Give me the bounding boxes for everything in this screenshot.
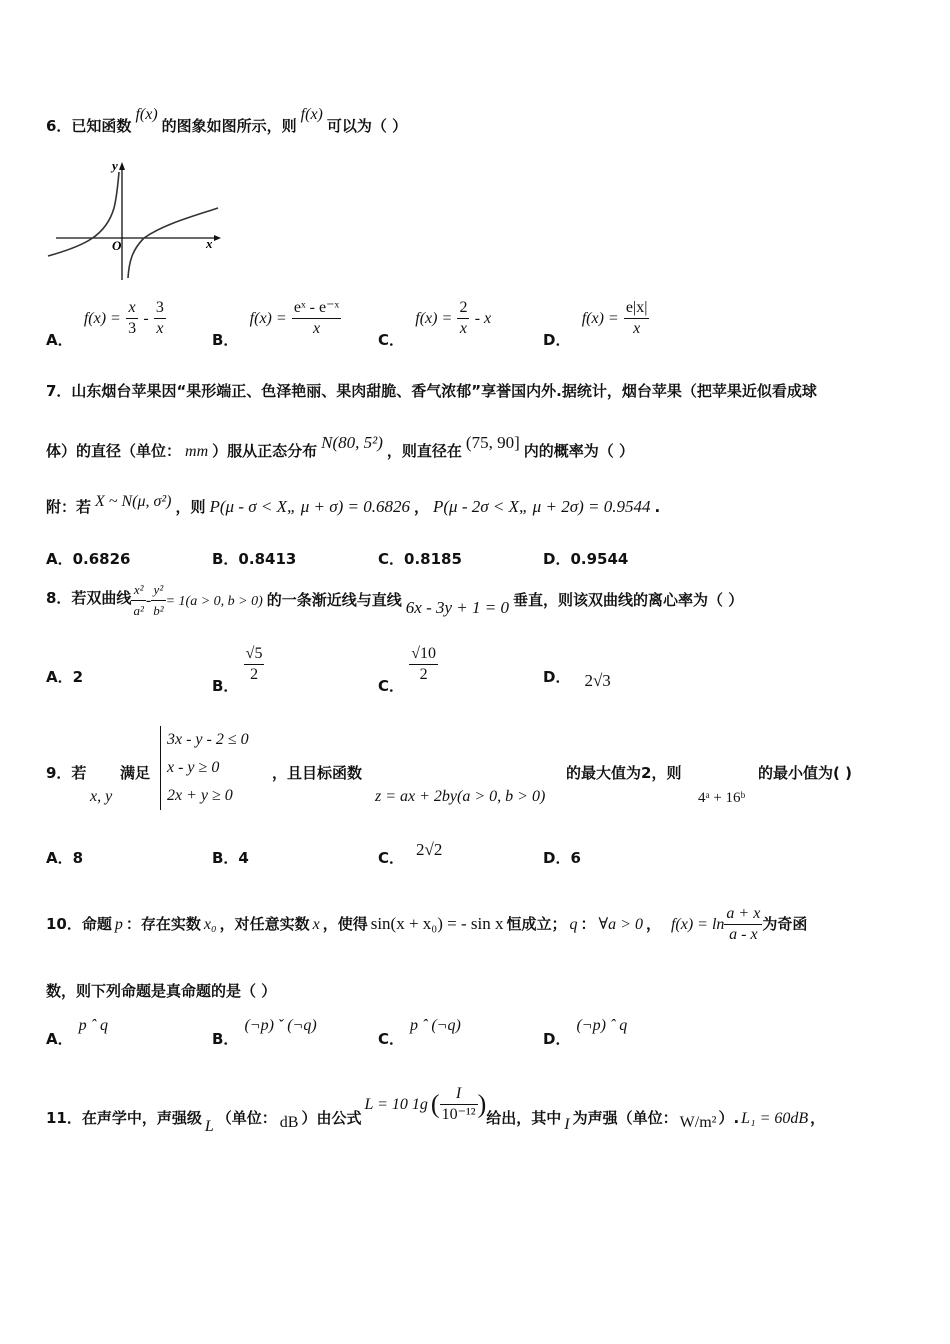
q10-line2: 数，则下列命题是真命题的是（ ） [46, 982, 277, 1000]
q7-option-b: B．0.8413 [212, 550, 297, 568]
q10-option-b: B．(¬p) ˇ (¬q) [212, 1017, 317, 1048]
q7-line1: 7．山东烟台苹果因“果形端正、色泽艳丽、果肉甜脆、香气浓郁”享誉国内外.据统计，烟台苹果（把苹果近似看成球 [46, 382, 817, 400]
q8-option-c: C． $\frac{√10}{2}$ [378, 645, 437, 695]
constraint-3: 2x + y ≥ 0 [167, 787, 233, 804]
x-axis-arrow [214, 235, 221, 241]
q9-option-c: C． 2√2 [378, 840, 443, 867]
q9-constraint-system [160, 726, 249, 810]
q9-objective-text: ，且目标函数 [272, 764, 363, 782]
q9-vars: x, y [90, 788, 113, 805]
q9-min-text: 的最小值为( ) [758, 764, 852, 782]
y-axis-arrow [119, 162, 125, 170]
q6-option-c: C． f(x) = $\frac{2}{x}$ - x [378, 299, 492, 349]
q11-stem: 11．在声学中，声强级 L （单位： dB ）由公式L = 10 1g ( $\frac{I}{\text{10⁻¹²}}$ )给出，其中 I 为声强（单位： W/m² ）. L₁ = 60dB ， [46, 1085, 826, 1135]
q6-function-graph [44, 158, 226, 283]
q8-option-b: B． $\frac{√5}{2}$ [212, 645, 263, 695]
q10-stem: 10．命题 p ：存在实数 x₀ ，对任意实数 x ，使得 sin(x + x₀) = - sin x 恒成立； q ： ∀a > 0 ， f(x) = ln $\frac{a + x}{a - x}$ 为奇函 [46, 905, 808, 943]
q7-option-c: C．0.8185 [378, 550, 462, 568]
q6-mid: 的图象如图所示，则 [161, 117, 297, 135]
q6-end: 可以为（ ） [326, 117, 408, 135]
q7-option-a: A．0.6826 [46, 550, 131, 568]
q6-a-lhs: f(x) = [83, 310, 121, 327]
q8-stem: 8．若双曲线 $\frac{\text{x²}}{\text{a²}}$ - $\frac{\text{y²}}{\text{b²}}$ = 1(a > 0, b > 0) 的一条渐近线与直线 6x - 3y + 1 = 0 垂直，则该双曲线的离心率为（ ） [46, 582, 744, 618]
y-axis-label: y [112, 158, 118, 173]
q7-line3: 附：若 X ~ N(μ, σ²) ，则 P(μ - σ < X„ μ + σ) = 0.6826 ， P(μ - 2σ < X„ μ + 2σ) = 0.9544 . [46, 493, 661, 516]
question-6-stem [46, 106, 408, 136]
q10-option-d: D．(¬p) ˆ q [543, 1017, 628, 1048]
q6-option-d: D． f(x) = $\frac{e|x|}{x}$ [543, 299, 648, 349]
q8-option-a: A．2 [46, 668, 84, 686]
q6-fx-1: f(x) [135, 106, 158, 123]
q9-option-a: A．8 [46, 849, 84, 867]
origin-label: O [112, 238, 122, 253]
q7-line2: 体）的直径（单位： mm ）服从正态分布 N(80, 5²) ，则直径在 (75, 90] 内的概率为（ ） [46, 433, 634, 460]
q9-expression: 4ᵃ + 16ᵇ [698, 790, 746, 806]
q9-max-text: 的最大值为2，则 [566, 764, 682, 782]
q9-satisfy: 满足 [120, 764, 151, 782]
q6-label: 6．已知函数 [46, 117, 132, 135]
constraint-1: 3x - y - 2 ≤ 0 [167, 731, 249, 748]
q9-objective: z = ax + 2by(a > 0, b > 0) [375, 788, 546, 805]
q10-option-a: A．p ˆ q [46, 1017, 108, 1048]
q9-option-d: D．6 [543, 849, 581, 867]
x-axis-label: x [206, 236, 213, 251]
q9-label: 9．若 [46, 764, 87, 782]
right-branch-curve [128, 208, 218, 278]
q6-fx-2: f(x) [300, 106, 323, 123]
left-branch-curve [48, 172, 119, 256]
q6-option-b: B． f(x) = $\frac{\text{eˣ - e⁻ˣ}}{x}$ [212, 299, 340, 349]
constraint-2: x - y ≥ 0 [167, 759, 220, 776]
q10-option-c: C．p ˆ (¬q) [378, 1017, 461, 1048]
q8-option-d: D． 2√3 [543, 668, 611, 690]
q7-option-d: D．0.9544 [543, 550, 629, 568]
q6-option-a: A． f(x) = $\frac{x}{3}$ - $\frac{3}{x}$ [46, 299, 164, 349]
q9-option-b: B．4 [212, 849, 249, 867]
